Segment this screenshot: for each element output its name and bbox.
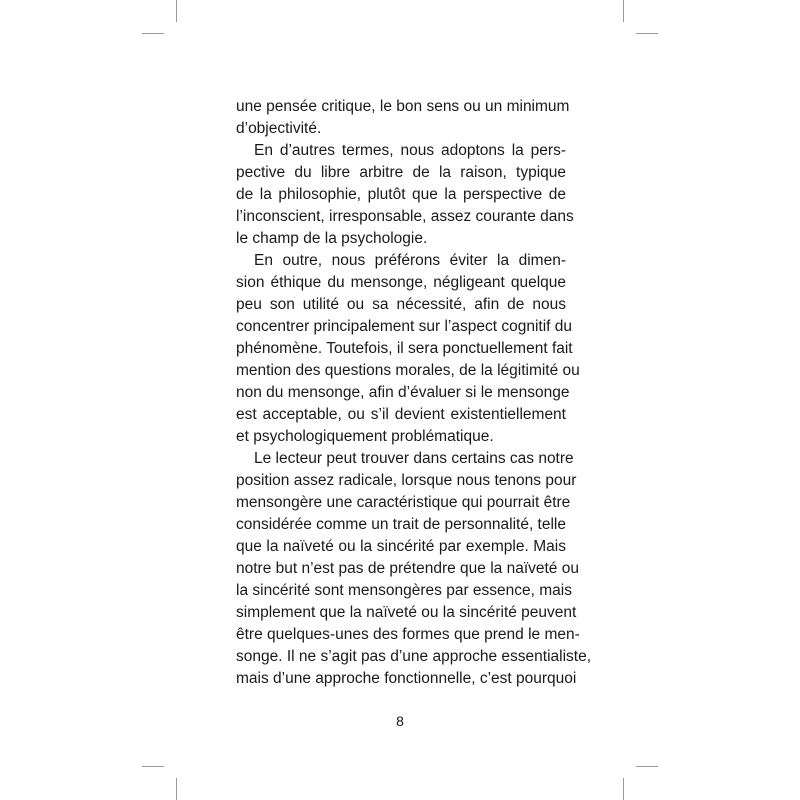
text-line: de la philosophie, plutôt que la perspective de — [236, 186, 566, 203]
text-line: En outre, nous préférons éviter la dimen- — [254, 252, 566, 269]
crop-mark-top-right — [623, 0, 624, 22]
crop-mark-bottom-left — [176, 778, 177, 800]
text-line: une pensée critique, le bon sens ou un minimum — [236, 98, 570, 115]
text-line: pective du libre arbitre de la raison, typique — [236, 164, 566, 181]
text-line: mention des questions morales, de la légitimité ou — [236, 362, 580, 379]
text-line: notre but n’est pas de prétendre que la naïveté ou — [236, 560, 579, 577]
text-line: mensongère une caractéristique qui pourrait être — [236, 494, 571, 511]
text-line: est acceptable, ou s’il devient existentiellement — [236, 406, 566, 423]
crop-mark-top-left — [176, 0, 177, 22]
text-line: et psychologiquement problématique. — [236, 428, 494, 445]
text-line: considérée comme un trait de personnalité, telle — [236, 516, 566, 533]
text-line: songe. Il ne s’agit pas d’une approche essentialiste, — [236, 648, 592, 665]
crop-mark-left-bottom — [142, 766, 164, 767]
text-line: Le lecteur peut trouver dans certains cas notre — [254, 450, 574, 467]
text-line: phénomène. Toutefois, il sera ponctuellement fait — [236, 340, 573, 357]
text-line: simplement que la naïveté ou la sincérité peuvent — [236, 604, 577, 621]
crop-mark-left-top — [142, 33, 164, 34]
text-line: En d’autres termes, nous adoptons la pers- — [254, 142, 566, 159]
crop-mark-bottom-right — [623, 778, 624, 800]
text-line: d’objectivité. — [236, 120, 322, 137]
text-line: non du mensonge, afin d’évaluer si le mensonge — [236, 384, 570, 401]
text-line: la sincérité sont mensongères par essence, mais — [236, 582, 572, 599]
text-line: l’inconscient, irresponsable, assez courante dans — [236, 208, 574, 225]
body-text — [236, 96, 592, 690]
text-line: le champ de la psychologie. — [236, 230, 428, 247]
crop-mark-right-top — [636, 33, 658, 34]
text-line: que la naïveté ou la sincérité par exemple. Mais — [236, 538, 566, 555]
text-line: peu son utilité ou sa nécessité, afin de nous — [236, 296, 566, 313]
text-line: position assez radicale, lorsque nous tenons pour — [236, 472, 577, 489]
page-number: 8 — [396, 713, 404, 729]
text-line: concentrer principalement sur l’aspect cognitif du — [236, 318, 573, 335]
text-line: être quelques-unes des formes que prend le men- — [236, 626, 580, 643]
text-line: sion éthique du mensonge, négligeant quelque — [236, 274, 566, 291]
text-line: mais d’une approche fonctionnelle, c’est pourquoi — [236, 670, 577, 687]
crop-mark-right-bottom — [636, 766, 658, 767]
